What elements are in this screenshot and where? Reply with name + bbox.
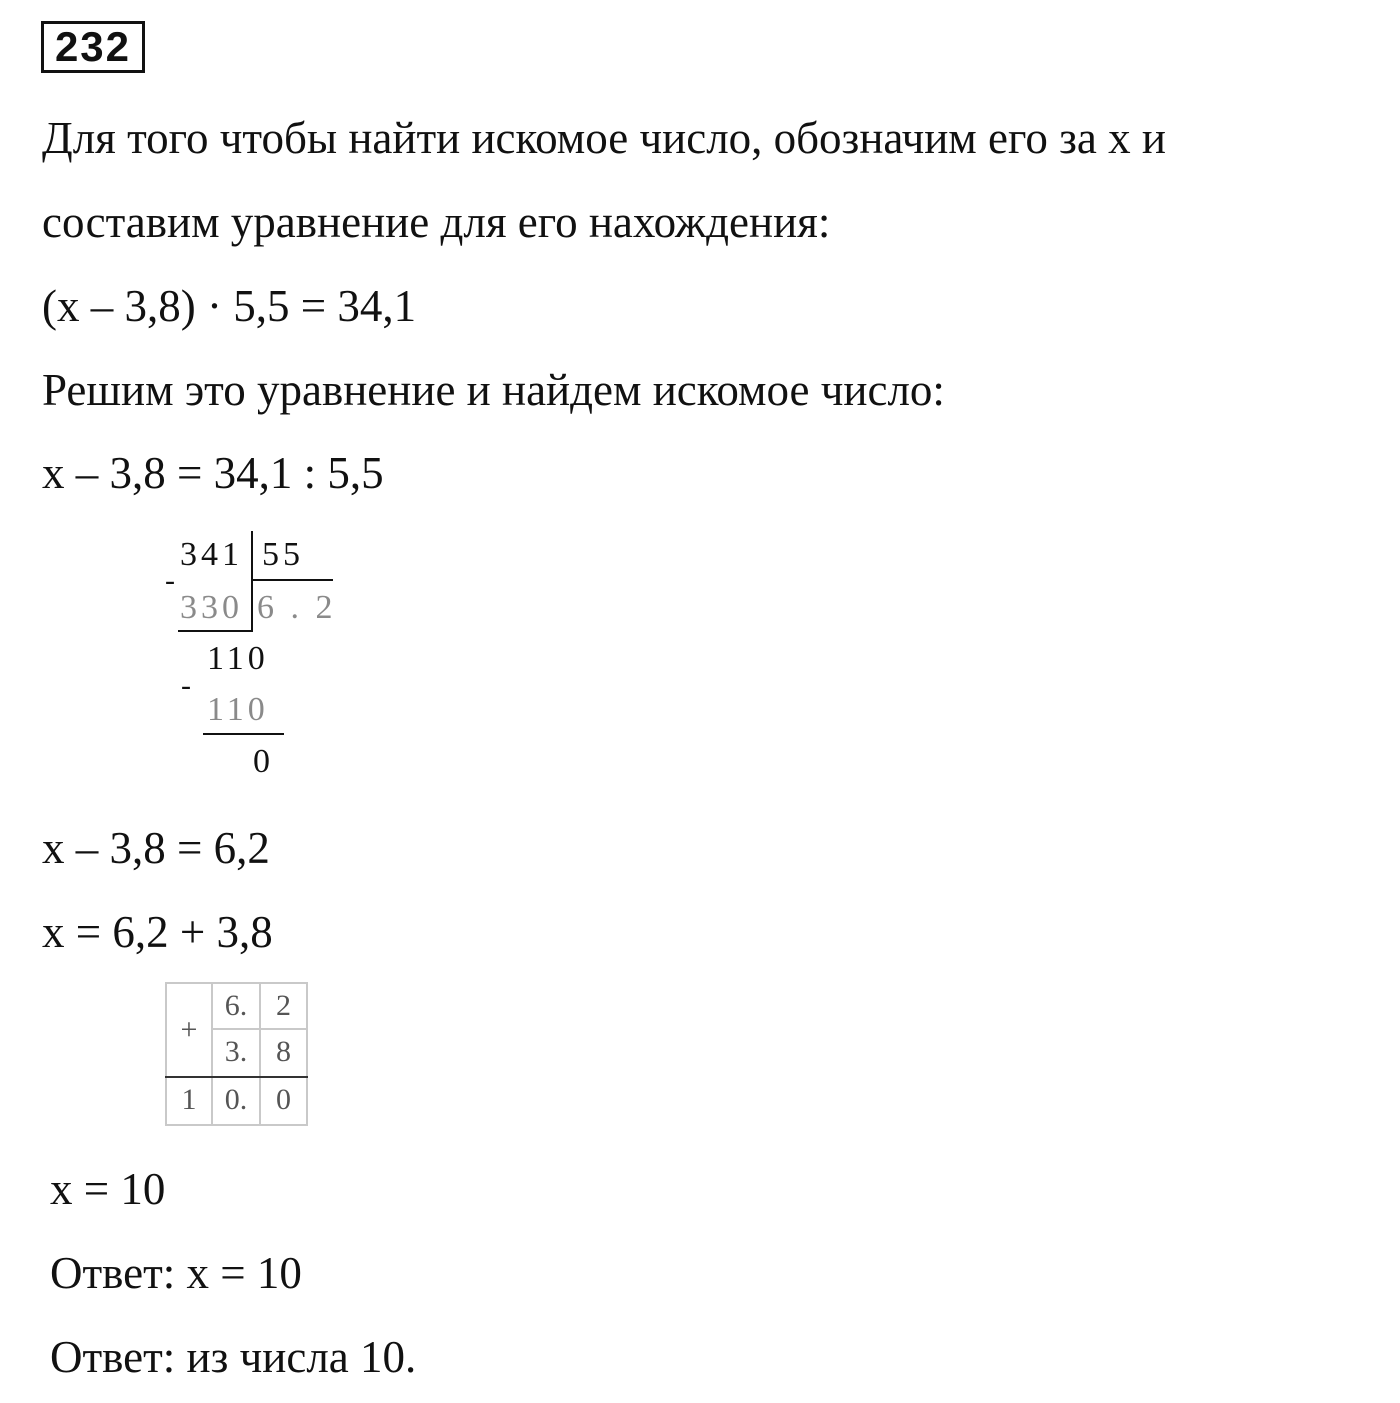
result: х = 10: [50, 1164, 166, 1214]
subtraction-line-1: [178, 630, 252, 632]
divisor: 55: [262, 536, 304, 573]
plus-sign: +: [165, 982, 213, 1078]
minus-sign-2: -: [181, 669, 191, 702]
solve-text: Решим это уравнение и найдем искомое число:: [42, 365, 945, 415]
final-remainder: 0: [253, 743, 274, 780]
step-difference: х – 3,8 = 6,2: [42, 823, 270, 873]
subtrahend-2: 110: [207, 691, 269, 728]
division-vertical-bar: [251, 531, 253, 632]
answer-1: Ответ: х = 10: [50, 1248, 302, 1298]
answer-2: Ответ: из числа 10.: [50, 1332, 417, 1382]
subtrahend-1: 330: [180, 589, 243, 626]
addend-1-frac: 2: [259, 982, 308, 1030]
subtraction-line-2: [203, 733, 284, 735]
sum-tens: 1: [165, 1076, 213, 1126]
remainder-1: 110: [207, 640, 269, 677]
divisor-underline: [253, 579, 333, 581]
dividend: 341: [180, 536, 243, 573]
sum-frac: 0: [259, 1076, 308, 1126]
quotient: 6 . 2: [257, 589, 337, 626]
problem-number: 232: [41, 21, 145, 73]
sum-line: [165, 1076, 308, 1078]
step-sum: х = 6,2 + 3,8: [42, 907, 273, 957]
addend-2-int: 3.: [211, 1028, 261, 1078]
sum-units: 0.: [211, 1076, 261, 1126]
addend-1-int: 6.: [211, 982, 261, 1030]
intro-text-line-2: составим уравнение для его нахождения:: [42, 197, 831, 247]
addend-2-frac: 8: [259, 1028, 308, 1078]
step-divide: х – 3,8 = 34,1 : 5,5: [42, 448, 384, 498]
intro-text-line-1: Для того чтобы найти искомое число, обозначим его за х и: [42, 113, 1166, 163]
minus-sign-1: -: [165, 564, 175, 597]
equation: (х – 3,8) · 5,5 = 34,1: [42, 281, 417, 331]
